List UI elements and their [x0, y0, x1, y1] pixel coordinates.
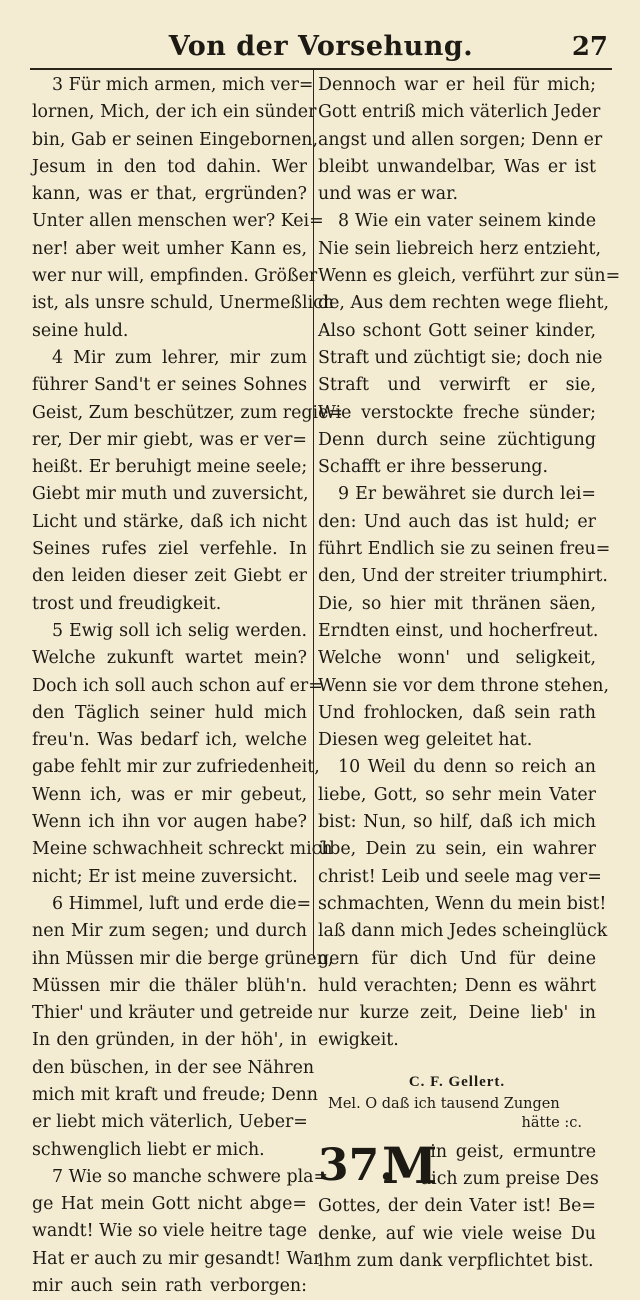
- text-line: Nie sein liebreich herz entzieht,: [318, 238, 601, 259]
- text-line: Diesen weg geleitet hat.: [318, 730, 533, 751]
- text-line: 4 Mir zum lehrer, mir zum: [52, 347, 307, 368]
- text-line: 8 Wie ein vater seinem kinde: [338, 211, 596, 232]
- text-line: Geist, Zum beschützer, zum regie=: [32, 402, 343, 423]
- hymn-37-opening: [318, 1135, 599, 1275]
- text-line: Welche wonn' und seligkeit,: [318, 648, 596, 669]
- header-rule: [30, 68, 612, 70]
- column-divider: [313, 70, 314, 958]
- text-line: Straft und züchtigt sie; doch nie: [318, 347, 603, 368]
- text-line: trost und freudigkeit.: [32, 593, 222, 614]
- text-line: Wenn ich ihn vor augen habe?: [32, 812, 307, 833]
- text-line: 9 Er bewähret sie durch lei=: [338, 484, 596, 505]
- text-line: schwenglich liebt er mich.: [32, 1139, 265, 1160]
- hymn-line: dich zum preise Des: [420, 1168, 599, 1189]
- text-line: Gottes, der dein Vater ist! Be=: [318, 1196, 596, 1217]
- text-line: In den gründen, in der höh', in: [32, 1030, 307, 1051]
- text-line: Denn durch seine züchtigung: [318, 429, 596, 450]
- text-line: Seines rufes ziel verfehle. In: [32, 539, 307, 560]
- text-line: Die, so hier mit thränen säen,: [318, 593, 596, 614]
- right-column: [318, 72, 621, 1275]
- text-line: nicht; Er ist meine zuversicht.: [32, 866, 298, 887]
- text-line: Wenn sie vor dem throne stehen,: [318, 675, 609, 696]
- hymn-author: C. F. Gellert.: [408, 1073, 506, 1090]
- text-line: liebe, Gott, so sehr mein Vater: [318, 784, 596, 805]
- text-line: laß dann mich Jedes scheinglück: [318, 921, 608, 942]
- text-line: Thier' und kräuter und getreide: [32, 1003, 313, 1024]
- text-line: ihm zum dank verpflichtet bist.: [318, 1250, 594, 1271]
- text-line: ihn Müssen mir die berge grünen,: [32, 948, 334, 969]
- text-line: 5 Ewig soll ich selig werden.: [52, 620, 307, 641]
- text-line: schmachten, Wenn du mein bist!: [318, 893, 607, 914]
- right-column-verses: [318, 72, 621, 1055]
- running-title: Von der Vorsehung.: [168, 31, 474, 62]
- drop-cap: M: [382, 1135, 438, 1195]
- text-line: mich mit kraft und freude; Denn: [32, 1084, 319, 1105]
- hymn-number: 37.: [318, 1139, 395, 1191]
- text-line: den Täglich seiner huld mich: [32, 702, 307, 723]
- text-line: den büschen, in der see Nähren: [32, 1057, 315, 1078]
- text-line: Hat er auch zu mir gesandt! War: [32, 1248, 322, 1269]
- text-line: nen Mir zum segen; und durch: [32, 921, 307, 942]
- left-column: [32, 72, 343, 1300]
- text-line: Also schont Gott seiner kinder,: [318, 320, 596, 341]
- text-line: Erndten einst, und hocherfreut.: [318, 620, 599, 641]
- text-line: 10 Weil du denn so reich an: [338, 757, 596, 778]
- text-line: führt Endlich sie zu seinen freu=: [318, 539, 611, 560]
- text-line: Straft und verwirft er sie,: [318, 375, 596, 396]
- text-line: Licht und stärke, daß ich nicht: [32, 511, 307, 532]
- text-line: seine huld.: [32, 320, 129, 341]
- text-line: rer, Der mir giebt, was er ver=: [32, 429, 307, 450]
- text-line: ner! aber weit umher Kann es,: [32, 238, 307, 259]
- text-line: 6 Himmel, luft und erde die=: [52, 893, 312, 914]
- text-line: ewigkeit.: [318, 1030, 399, 1051]
- text-line: Giebt mir muth und zuversicht,: [32, 484, 309, 505]
- text-line: ge Hat mein Gott nicht abge=: [32, 1194, 307, 1215]
- text-line: huld verachten; Denn es währt: [318, 975, 596, 996]
- melody-reference-continued: hätte :c.: [521, 1114, 582, 1131]
- text-line: Müssen mir die thäler blüh'n.: [32, 975, 307, 996]
- text-line: den leiden dieser zeit Giebt er: [32, 566, 307, 587]
- text-line: lornen, Mich, der ich ein sünder: [32, 102, 317, 123]
- text-line: de, Aus dem rechten wege flieht,: [318, 293, 609, 314]
- text-line: Gott entriß mich väterlich Jeder: [318, 102, 601, 123]
- text-line: denke, auf wie viele weise Du: [318, 1223, 596, 1244]
- text-line: bleibt unwandelbar, Was er ist: [318, 156, 596, 177]
- text-line: christ! Leib und seele mag ver=: [318, 866, 602, 887]
- text-line: mir auch sein rath verborgen:: [32, 1276, 307, 1297]
- text-line: Unter allen menschen wer? Kei=: [32, 211, 324, 232]
- hymn-lines: [318, 1193, 596, 1275]
- text-line: nur kurze zeit, Deine lieb' in: [318, 1003, 596, 1024]
- text-line: gabe fehlt mir zur zufriedenheit,: [32, 757, 320, 778]
- text-line: bist: Nun, so hilf, daß ich mich: [318, 812, 596, 833]
- text-line: kann, was er that, ergründen?: [32, 184, 307, 205]
- text-line: 7 Wie so manche schwere pla=: [52, 1166, 329, 1187]
- melody-reference: Mel. O daß ich tausend Zungen: [328, 1095, 560, 1112]
- text-line: Wenn ich, was er mir gebeut,: [32, 784, 307, 805]
- text-line: Und frohlocken, daß sein rath: [318, 702, 596, 723]
- text-line: Meine schwachheit schreckt mich: [32, 839, 333, 860]
- text-line: 3 Für mich armen, mich ver=: [52, 75, 314, 95]
- page-number: 27: [571, 32, 608, 62]
- text-line: heißt. Er beruhigt meine seele;: [32, 457, 308, 478]
- text-line: wandt! Wie so viele heitre tage: [32, 1221, 307, 1242]
- text-line: den: Und auch das ist huld; er: [318, 511, 596, 532]
- text-line: Schafft er ihre besserung.: [318, 457, 549, 478]
- text-line: wer nur will, empfinden. Größer: [32, 266, 318, 287]
- text-line: angst und allen sorgen; Denn er: [318, 129, 603, 150]
- text-line: übe, Dein zu sein, ein wahrer: [318, 839, 596, 860]
- text-line: Wie verstockte freche sünder;: [318, 402, 596, 423]
- text-line: er liebt mich väterlich, Ueber=: [32, 1112, 308, 1133]
- text-line: Doch ich soll auch schon auf er=: [32, 675, 323, 696]
- text-line: Wenn es gleich, verführt zur sün=: [318, 266, 621, 287]
- text-line: freu'n. Was bedarf ich, welche: [32, 730, 307, 751]
- text-line: führer Sand't er seines Sohnes: [32, 375, 307, 396]
- text-line: bin, Gab er seinen Eingebornen,: [32, 129, 319, 150]
- text-line: und was er war.: [318, 184, 459, 205]
- text-line: gern für dich Und für deine: [318, 948, 596, 969]
- text-line: Jesum in den tod dahin. Wer: [32, 156, 307, 177]
- text-line: Dennoch war er heil für mich;: [318, 75, 596, 95]
- text-line: den, Und der streiter triumphirt.: [318, 566, 608, 587]
- text-line: ist, als unsre schuld, Unermeßlich: [32, 293, 335, 314]
- hymn-line: ein geist, ermuntre: [420, 1141, 596, 1162]
- text-line: Welche zukunft wartet mein?: [32, 648, 307, 669]
- page-header: [30, 30, 612, 66]
